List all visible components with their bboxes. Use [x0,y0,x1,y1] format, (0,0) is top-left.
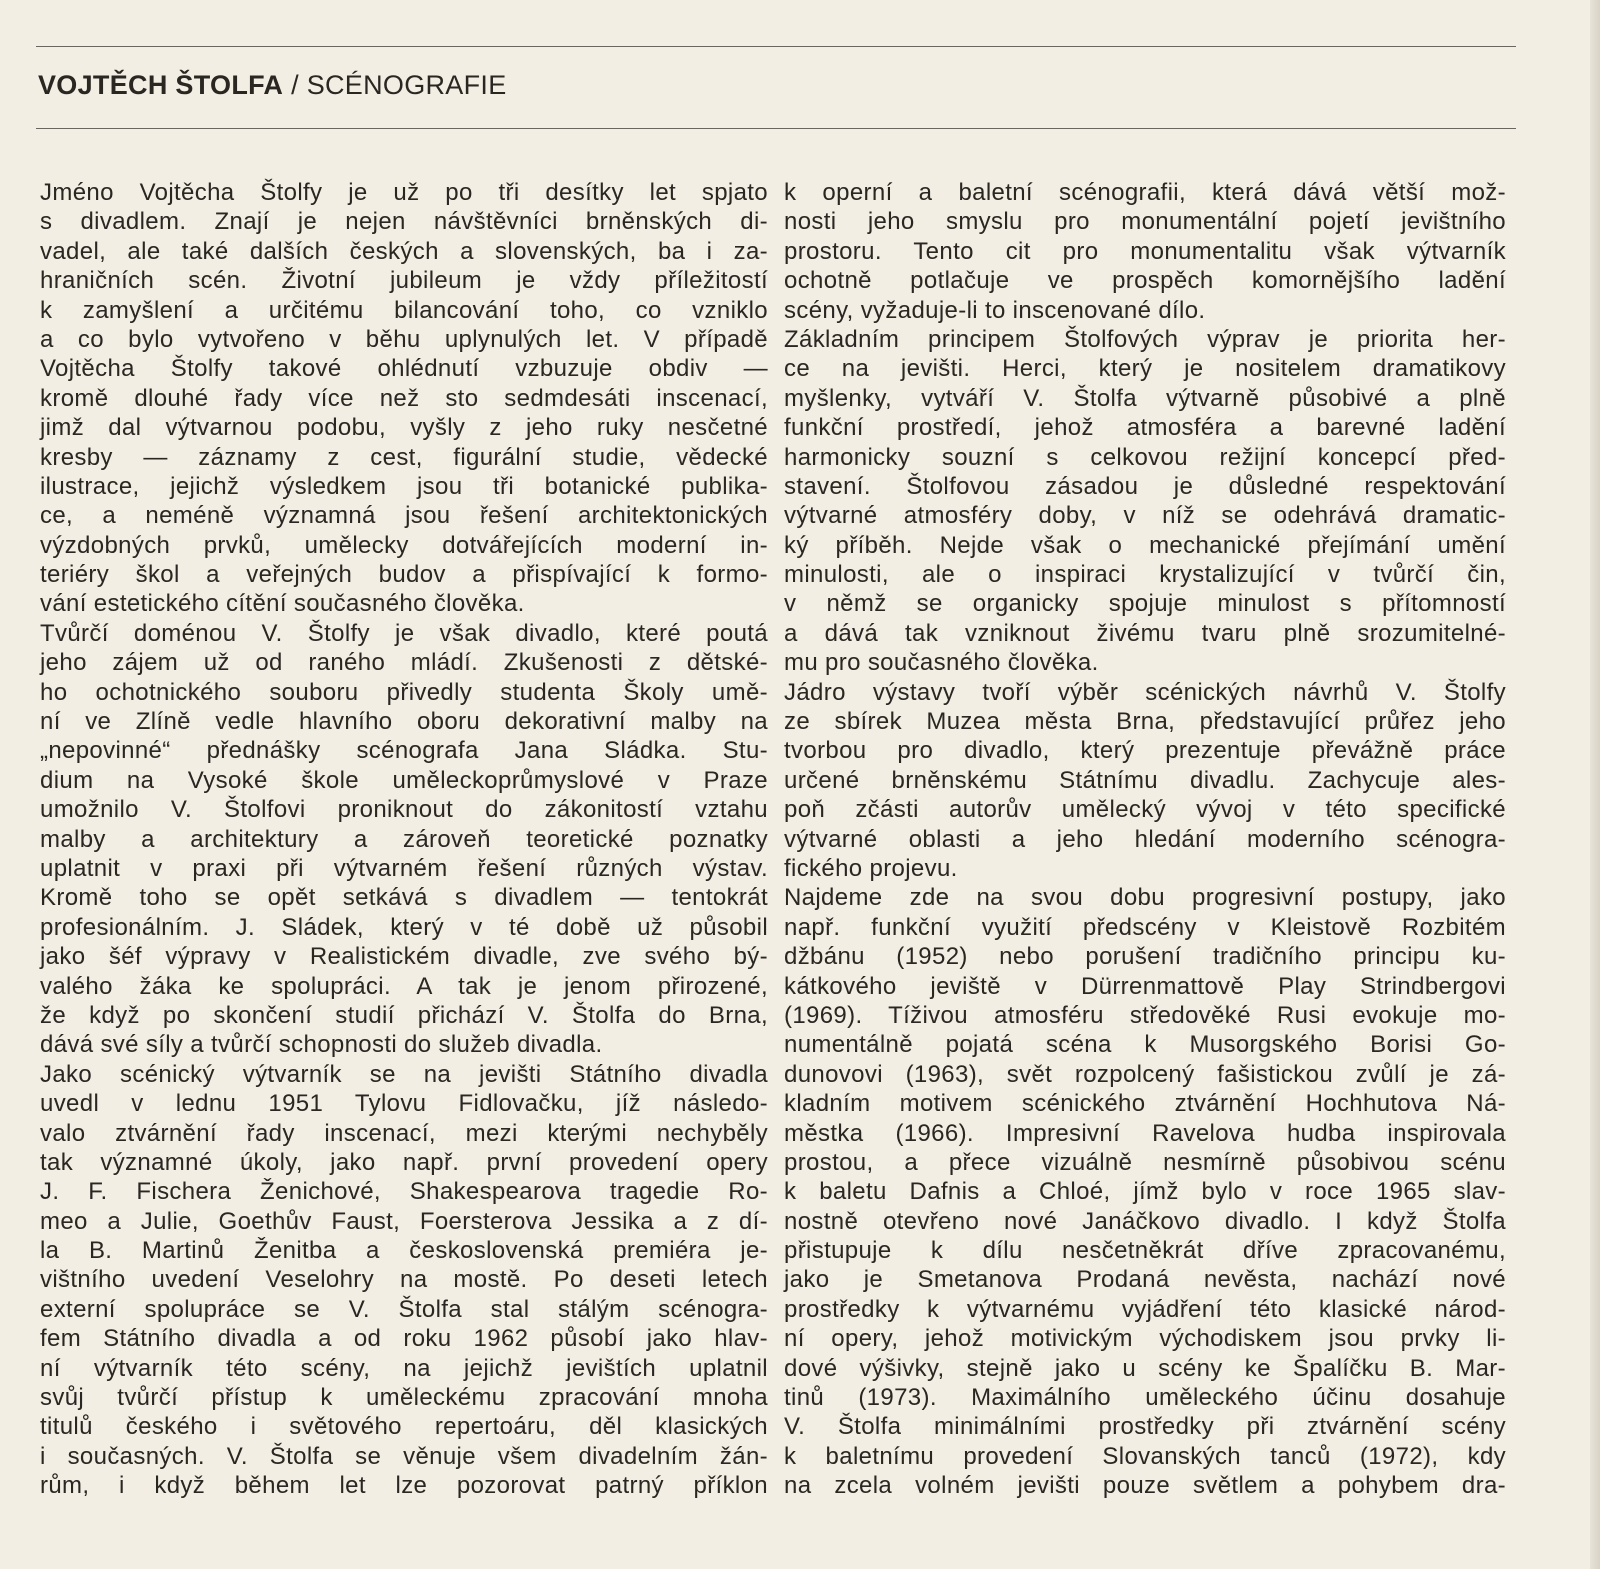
text-line: „nepovinné“ přednášky scénografa Jana Sládka. Stu- [40,737,768,765]
text-line: na zcela volném jevišti pouze světlem a pohybem dra- [784,1472,1506,1500]
text-line: Jako scénický výtvarník se na jevišti Státního divadla [40,1060,768,1088]
text-line: ní výtvarník této scény, na jejichž jevištích uplatnil [40,1354,768,1382]
text-line: městka (1966). Impresivní Ravelova hudba inspirovala [784,1119,1506,1147]
text-line: uvedl v lednu 1951 Tylovu Fidlovačku, jíž následo- [40,1090,768,1118]
text-line: ilustrace, jejichž výsledkem jsou tři botanické publika- [40,472,768,500]
paragraph [784,883,1506,1500]
text-line: přistupuje k dílu nesčetněkrát dříve zpracovanému, [784,1237,1506,1265]
text-line: i současných. V. Štolfa se věnuje všem divadelním žán- [40,1442,768,1470]
text-line: fického projevu. [784,854,958,882]
text-line: nostně otevřeno nové Janáčkovo divadlo. I když Štolfa [784,1207,1506,1235]
paragraph [784,325,1506,678]
page-edge [1590,0,1600,1569]
text-line: J. F. Fischera Ženichové, Shakespearova tragedie Ro- [40,1178,768,1206]
text-line: poň zčásti autorův umělecký vývoj v této specifické [784,796,1506,824]
page-header [38,70,507,101]
paragraph [40,619,768,1060]
text-line: prostou, a přece vizuálně nesmírně působivou scénu [784,1148,1506,1176]
text-line: výzdobných prvků, umělecky dotvářejících moderní in- [40,531,768,559]
text-line: ce, a neméně významná jsou řešení architektonických [40,502,768,530]
text-line: v němž se organicky spojuje minulost s přítomností [784,590,1506,618]
text-line: mu pro současného člověka. [784,649,1099,677]
text-line: že když po skončení studií přichází V. Štolfa do Brna, [40,1001,768,1029]
text-line: scény, vyžaduje-li to inscenované dílo. [784,296,1206,324]
text-line: ochotně potlačuje ve prospěch komornějšího ladění [784,267,1506,295]
text-line: malby a architektury a zároveň teoretické poznatky [40,825,768,853]
text-line: fem Státního divadla a od roku 1962 působí jako hlav- [40,1325,768,1353]
text-line: profesionálním. J. Sládek, který v té době už působil [40,913,768,941]
text-line: dunovovi (1963), svět rozpolcený fašistickou zvůlí je zá- [784,1060,1506,1088]
text-line: minulosti, ale o inspiraci krystalizující v tvůrčí čin, [784,561,1506,589]
header-rule-bottom [36,128,1516,129]
text-line: k zamyšlení a určitému bilancování toho, co vzniklo [40,296,768,324]
text-line: k operní a baletní scénografii, která dává větší mož- [784,179,1506,206]
text-line: Kromě toho se opět setkává s divadlem — tentokrát [40,884,768,912]
text-line: dové výšivky, stejně jako u scény ke Špalíčku B. Mar- [784,1354,1506,1382]
text-line: la B. Martinů Ženitba a československá premiéra je- [40,1237,768,1265]
section-title: SCÉNOGRAFIE [306,70,507,100]
text-line: V. Štolfa minimálními prostředky při ztvárnění scény [784,1413,1506,1441]
text-line: Vojtěcha Štolfy takové ohlédnutí vzbuzuje obdiv — [40,355,768,383]
text-line: jeho zájem už od raného mládí. Zkušenosti z dětské- [40,649,768,677]
text-line: a dává tak vzniknout živému tvaru plně srozumitelné- [784,619,1506,647]
text-line: valo ztvárnění řady inscenací, mezi kterými nechyběly [40,1119,768,1147]
text-line: umožnilo V. Štolfovi proniknout do zákonitostí vztahu [40,796,768,824]
text-line: Základním principem Štolfových výprav je priorita her- [784,325,1506,353]
text-line: meo a Julie, Goethův Faust, Foersterova Jessika a z dí- [40,1207,768,1235]
header-rule-top [36,46,1516,47]
text-line: ze sbírek Muzea města Brna, představující průřez jeho [784,708,1506,736]
text-line: svůj tvůrčí přístup k uměleckému zpracování mnoha [40,1384,768,1412]
text-line: funkční prostředí, jehož atmosféra a barevné ladění [784,414,1506,442]
text-line: prostoru. Tento cit pro monumentalitu však výtvarník [784,237,1506,265]
text-line: myšlenky, vytváří V. Štolfa výtvarně působivé a plně [784,384,1506,412]
text-column-left [40,178,768,1501]
text-line: ho ochotnického souboru přivedly studenta Školy umě- [40,678,768,706]
text-line: kromě dlouhé řady více než sto sedmdesáti inscenací, [40,384,768,412]
text-line: k baletu Dafnis a Chloé, jímž bylo v roce 1965 slav- [784,1178,1506,1206]
text-line: hraničních scén. Životní jubileum je vždy příležitostí [40,267,768,295]
text-line: uplatnit v praxi při výtvarném řešení různých výstav. [40,854,768,882]
text-line: teriéry škol a veřejných budov a přispívající k formo- [40,561,768,589]
text-line: Najdeme zde na svou dobu progresivní postupy, jako [784,884,1506,912]
text-line: výtvarné oblasti a jeho hledání moderního scénogra- [784,825,1506,853]
text-line: Jádro výstavy tvoří výběr scénických návrhů V. Štolfy [784,678,1506,706]
text-line: Jméno Vojtěcha Štolfy je už po tři desítky let spjato [40,179,768,206]
text-line: určené brněnskému Státnímu divadlu. Zachycuje ales- [784,766,1506,794]
text-line: k baletnímu provedení Slovanských tanců (1972), kdy [784,1442,1506,1470]
text-line: kátkového jeviště v Dürrenmattově Play Strindbergovi [784,972,1506,1000]
text-line: stavení. Štolfovou zásadou je důsledné respektování [784,472,1506,500]
text-line: tvorbou pro divadlo, který prezentuje převážně práce [784,737,1506,765]
paragraph [40,178,768,619]
text-line: ce na jevišti. Herci, který je nositelem dramatikovy [784,355,1506,383]
text-line: (1969). Tíživou atmosféru středověké Rusi evokuje mo- [784,1001,1506,1029]
text-line: výtvarné atmosféry doby, v níž se odehrává dramatic- [784,502,1506,530]
author-name: VOJTĚCH ŠTOLFA [38,70,284,100]
text-column-right [784,178,1506,1501]
text-line: valého žáka ke spolupráci. A tak je jenom přirozené, [40,972,768,1000]
text-line: jimž dal výtvarnou podobu, vyšly z jeho ruky nesčetné [40,414,768,442]
text-line: kladním motivem scénického ztvárnění Hochhutova Ná- [784,1090,1506,1118]
text-line: rům, i když během let lze pozorovat patrný příklon [40,1472,768,1500]
text-line: nosti jeho smyslu pro monumentální pojetí jevištního [784,208,1506,236]
text-line: titulů českého i světového repertoáru, děl klasických [40,1413,768,1441]
text-line: ní ve Zlíně vedle hlavního oboru dekorativní malby na [40,708,768,736]
text-line: vadel, ale také dalších českých a slovenských, ba i za- [40,237,768,265]
text-line: Tvůrčí doménou V. Štolfy je však divadlo, které poutá [40,619,768,647]
text-line: ní opery, jehož motivickým východiskem jsou prvky li- [784,1325,1506,1353]
text-line: dium na Vysoké škole uměleckoprůmyslové v Praze [40,766,768,794]
text-line: kresby — záznamy z cest, figurální studie, vědecké [40,443,768,471]
paragraph [784,678,1506,884]
text-line: dává své síly a tvůrčí schopnosti do služeb divadla. [40,1031,603,1059]
text-line: tak významné úkoly, jako např. první provedení opery [40,1148,768,1176]
text-line: externí spolupráce se V. Štolfa stal stálým scénogra- [40,1295,768,1323]
text-line: džbánu (1952) nebo porušení tradičního principu ku- [784,943,1506,971]
header-separator: / [291,70,299,100]
text-line: vištního uvedení Veselohry na mostě. Po deseti letech [40,1266,768,1294]
text-line: numentálně pojatá scéna k Musorgského Borisi Go- [784,1031,1506,1059]
text-line: tinů (1973). Maximálního uměleckého účinu dosahuje [784,1384,1506,1412]
text-line: a co bylo vytvořeno v běhu uplynulých let. V případě [40,325,768,353]
text-line: prostředky k výtvarnému vyjádření této klasické národ- [784,1295,1506,1323]
text-line: jako šéf výpravy v Realistickém divadle, zve svého bý- [40,943,768,971]
text-line: s divadlem. Znají je nejen návštěvníci brněnských di- [40,208,768,236]
text-line: harmonicky souzní s celkovou režijní koncepcí před- [784,443,1506,471]
text-line: např. funkční využití předscény v Kleistově Rozbitém [784,913,1506,941]
text-line: vání estetického cítění současného člověka. [40,590,525,618]
paragraph [784,178,1506,325]
paragraph [40,1060,768,1501]
text-line: jako je Smetanova Prodaná nevěsta, nachází nové [784,1266,1506,1294]
text-line: ký příběh. Nejde však o mechanické přejímání umění [784,531,1506,559]
